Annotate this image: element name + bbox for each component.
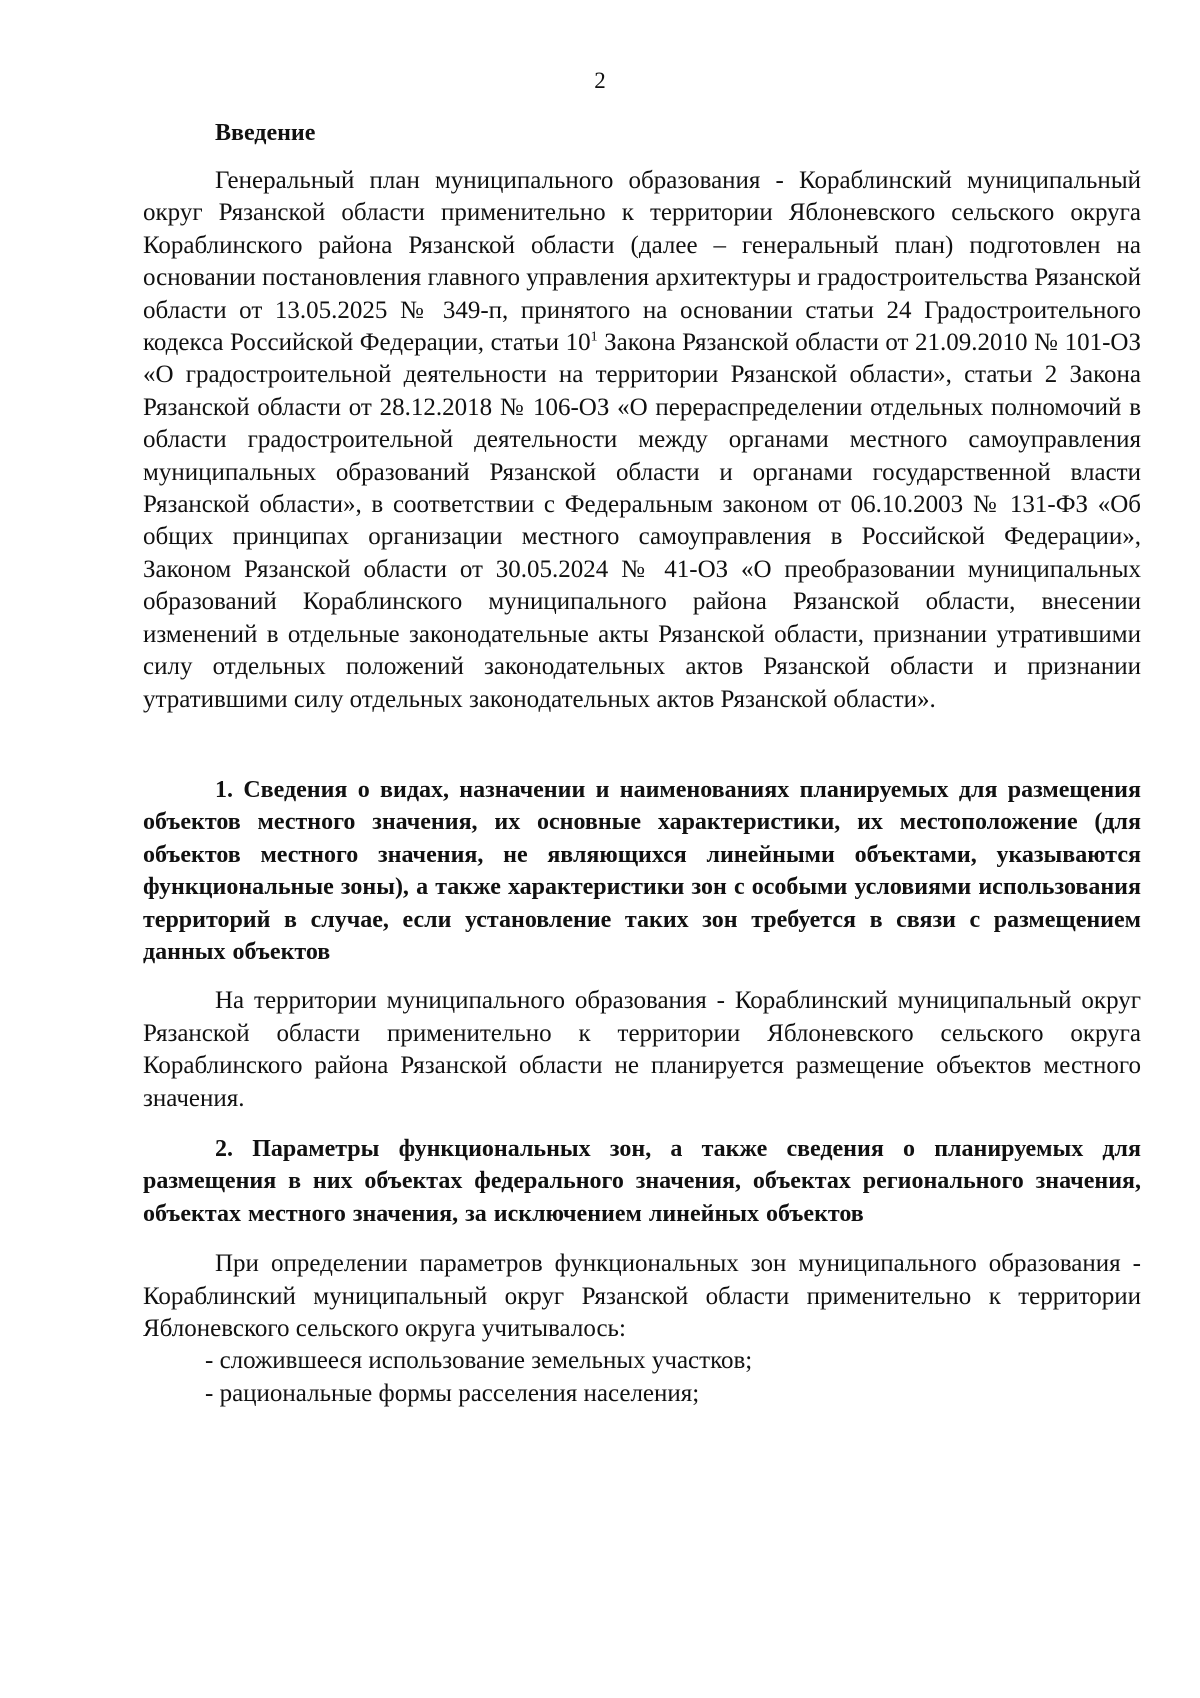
footnote-superscript: 1 bbox=[590, 329, 598, 345]
section-1-paragraph: На территории муниципального образования - Кораблинский муниципальный округ Рязанской области применительно к территории Яблоневского сельского округа Кораблинского района Рязанской области не планируется размещение объектов местного значения. bbox=[143, 987, 1141, 1112]
section-2-paragraph: При определении параметров функциональных зон муниципального образования - Кораблинский муниципальный округ Рязанской области применительно к территории Яблоневского сельского округа учитывалось: bbox=[143, 1250, 1141, 1342]
section-2-heading: 2. Параметры функциональных зон, а также сведения о планируемых для размещения в них объектах федерального значения, объектах регионального значения, объектах местного значения, за исключением линейных объектов bbox=[143, 1135, 1141, 1227]
list-item: - рациональные формы расселения населения; bbox=[205, 1379, 700, 1407]
section-1-heading: 1. Сведения о видах, назначении и наименованиях планируемых для размещения объектов местного значения, их основные характеристики, их местоположение (для объектов местного значения, не являющихся линейными объектами, указываются функциональные зоны), а также характеристики зон с особыми условиями использования территорий в случае, если установление таких зон требуется в связи с размещением данных объектов bbox=[143, 776, 1141, 965]
document-body bbox=[143, 118, 1141, 1410]
intro-paragraph bbox=[143, 165, 1141, 716]
page-number: 2 bbox=[594, 68, 606, 93]
intro-paragraph-part-b: Закона Рязанской области от 21.09.2010 № 101-ОЗ «О градостроительной деятельности на территории Рязанской области», статьи 2 Закона Рязанской области от 28.12.2018 № 106-ОЗ «О перераспределении отдельных полномочий в области градостроительной деятельности между органами местного самоуправления муниципальных образований Рязанской области и органами государственной власти Рязанской области», в соответствии с Федеральным законом от 06.10.2003 № 131-ФЗ «Об общих принципах организации местного самоуправления в Российской Федерации», Законом Рязанской области от 30.05.2024 № 41-ОЗ «О преобразовании муниципальных образований Кораблинского муниципального района Рязанской области, внесении изменений в отдельные законодательные акты Рязанской области, признании утратившими силу отдельных положений законодательных актов Рязанской области и признании утратившими силу отдельных законодательных актов Рязанской области». bbox=[143, 329, 1142, 713]
intro-paragraph-part-a: Генеральный план муниципального образования - Кораблинский муниципальный округ Рязанской области применительно к территории Яблоневского сельского округа Кораблинского района Рязанской области (далее – генеральный план) подготовлен на основании постановления главного управления архитектуры и градостроительства Рязанской области от 13.05.2025 № 349-п, принятого на основании статьи 24 Градостроительного кодекса Российской Федерации, статьи 10 bbox=[143, 167, 1141, 357]
list-item: - сложившееся использование земельных участков; bbox=[205, 1347, 753, 1375]
intro-heading: Введение bbox=[215, 120, 316, 146]
